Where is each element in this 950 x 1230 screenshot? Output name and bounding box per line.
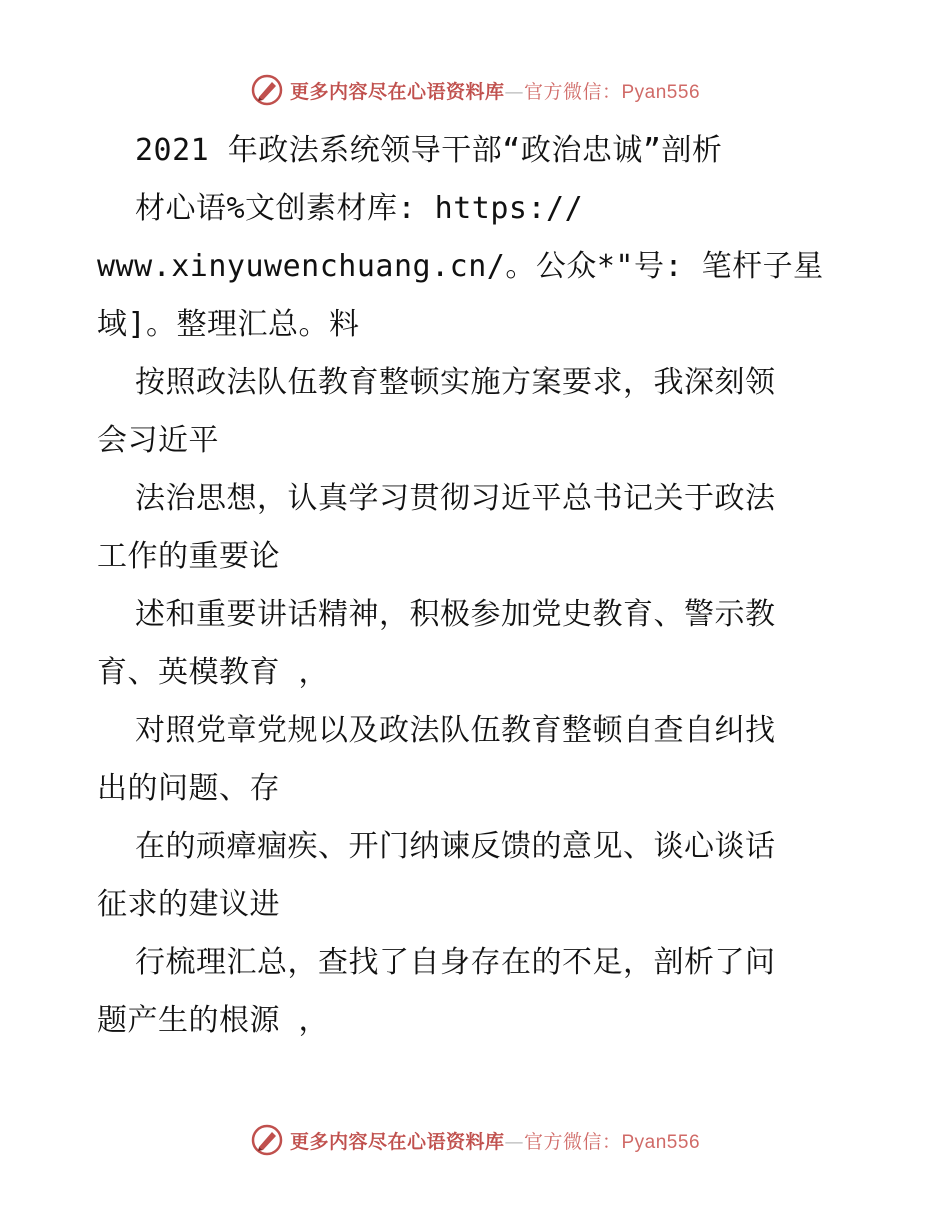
watermark-wechat: 官方微信：Pyan556 xyxy=(524,1131,701,1153)
document-body xyxy=(97,122,857,1050)
watermark-separator: — xyxy=(504,80,524,103)
watermark-main: 更多内容尽在心语资料库 xyxy=(289,80,505,103)
text-line: 题产生的根源 ， xyxy=(97,1003,330,1038)
text-line: 对照党章党规以及政法队伍教育整顿自查自纠找 xyxy=(135,713,776,748)
watermark-text xyxy=(290,1127,700,1154)
text-line: 材心语%文创素材库: https:// xyxy=(135,191,584,226)
text-line: 述和重要讲话精神，积极参加党史教育、警示教 xyxy=(135,597,776,632)
text-line: 会习近平 xyxy=(97,423,219,458)
footer-watermark xyxy=(0,1120,950,1160)
text-line: 行梳理汇总，查找了自身存在的不足，剖析了问 xyxy=(135,945,776,980)
text-line: 按照政法队伍教育整顿实施方案要求，我深刻领 xyxy=(135,365,776,400)
text-line: 育、英模教育 ， xyxy=(97,655,330,690)
pen-logo-icon xyxy=(250,1123,284,1157)
text-line: 在的顽瘴痼疾、开门纳谏反馈的意见、谈心谈话 xyxy=(135,829,776,864)
text-line: 法治思想，认真学习贯彻习近平总书记关于政法 xyxy=(135,481,776,516)
text-line: www.xinyuwenchuang.cn/。公众*"号: 笔杆子星 xyxy=(97,249,824,284)
document-title: 2021 年政法系统领导干部“政治忠诚”剖析 xyxy=(135,133,723,168)
header-watermark xyxy=(0,70,950,110)
watermark-separator: — xyxy=(504,1130,524,1153)
text-line: 工作的重要论 xyxy=(97,539,280,574)
pen-logo-icon xyxy=(250,73,284,107)
text-line: 征求的建议进 xyxy=(97,887,280,922)
watermark-text xyxy=(290,77,700,104)
watermark-wechat: 官方微信：Pyan556 xyxy=(524,81,701,103)
text-line: 域]。整理汇总。料 xyxy=(97,307,360,342)
watermark-main: 更多内容尽在心语资料库 xyxy=(289,1130,505,1153)
text-line: 出的问题、存 xyxy=(97,771,280,806)
